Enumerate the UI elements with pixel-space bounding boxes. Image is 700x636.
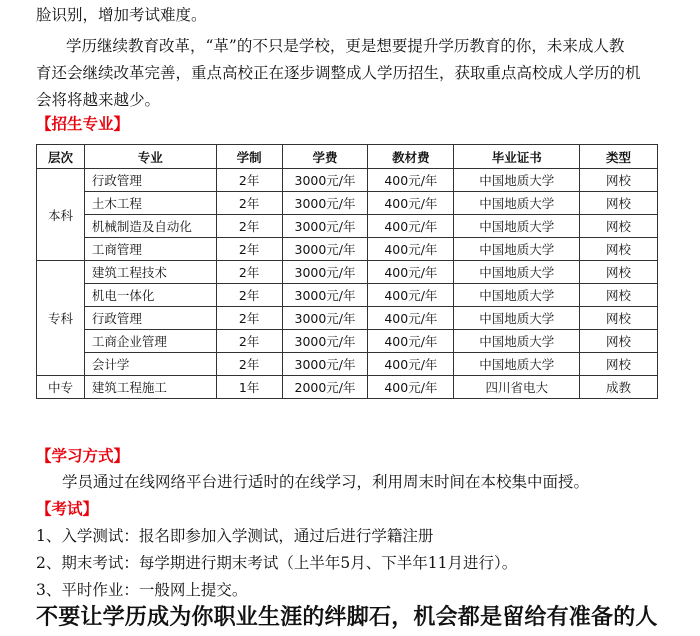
certificate-cell: 中国地质大学 <box>454 238 580 261</box>
major-cell: 行政管理 <box>84 169 216 192</box>
level-cell: 本科 <box>37 169 85 261</box>
materials-cell: 400元/年 <box>368 307 454 330</box>
major-cell: 建筑工程技术 <box>84 261 216 284</box>
materials-cell: 400元/年 <box>368 353 454 376</box>
certificate-cell: 中国地质大学 <box>454 307 580 330</box>
intro-line-4: 会将将越来越少。 <box>36 91 161 109</box>
certificate-cell: 中国地质大学 <box>454 192 580 215</box>
tuition-cell: 3000元/年 <box>282 284 368 307</box>
major-cell: 机械制造及自动化 <box>84 215 216 238</box>
type-cell: 网校 <box>580 353 658 376</box>
materials-cell: 400元/年 <box>368 261 454 284</box>
materials-cell: 400元/年 <box>368 376 454 399</box>
materials-cell: 400元/年 <box>368 169 454 192</box>
header-tuition: 学费 <box>282 145 368 169</box>
major-cell: 工商企业管理 <box>84 330 216 353</box>
materials-cell: 400元/年 <box>368 192 454 215</box>
duration-cell: 1年 <box>216 376 282 399</box>
certificate-cell: 中国地质大学 <box>454 353 580 376</box>
duration-cell: 2年 <box>216 261 282 284</box>
exam-item-1: 1、入学测试：报名即参加入学测试，通过后进行学籍注册 <box>36 527 434 545</box>
type-cell: 网校 <box>580 192 658 215</box>
header-level: 层次 <box>37 145 85 169</box>
duration-cell: 2年 <box>216 284 282 307</box>
tuition-cell: 3000元/年 <box>282 353 368 376</box>
materials-cell: 400元/年 <box>368 238 454 261</box>
table-row <box>37 376 658 399</box>
certificate-cell: 中国地质大学 <box>454 284 580 307</box>
tuition-cell: 3000元/年 <box>282 192 368 215</box>
certificate-cell: 四川省电大 <box>454 376 580 399</box>
major-cell: 建筑工程施工 <box>84 376 216 399</box>
table-row <box>37 307 658 330</box>
intro-line-1: 脸识别，增加考试难度。 <box>36 6 207 24</box>
major-cell: 行政管理 <box>84 307 216 330</box>
certificate-cell: 中国地质大学 <box>454 330 580 353</box>
materials-cell: 400元/年 <box>368 284 454 307</box>
duration-cell: 2年 <box>216 353 282 376</box>
materials-cell: 400元/年 <box>368 330 454 353</box>
certificate-cell: 中国地质大学 <box>454 215 580 238</box>
duration-cell: 2年 <box>216 330 282 353</box>
table-row <box>37 192 658 215</box>
tuition-cell: 2000元/年 <box>282 376 368 399</box>
duration-cell: 2年 <box>216 192 282 215</box>
intro-line-3: 育还会继续改革完善，重点高校正在逐步调整成人学历招生，获取重点高校成人学历的机 <box>36 64 641 82</box>
duration-cell: 2年 <box>216 307 282 330</box>
table-row <box>37 330 658 353</box>
table-row <box>37 284 658 307</box>
tuition-cell: 3000元/年 <box>282 330 368 353</box>
table-row <box>37 353 658 376</box>
materials-cell: 400元/年 <box>368 215 454 238</box>
certificate-cell: 中国地质大学 <box>454 261 580 284</box>
duration-cell: 2年 <box>216 169 282 192</box>
majors-table-body <box>37 169 658 399</box>
majors-table <box>36 144 658 399</box>
exam-heading: 【考试】 <box>36 499 99 518</box>
slogan: 不要让学历成为你职业生涯的绊脚石，机会都是留给有准备的人 <box>36 605 658 630</box>
type-cell: 网校 <box>580 215 658 238</box>
header-type: 类型 <box>580 145 658 169</box>
level-cell: 中专 <box>37 376 85 399</box>
header-major: 专业 <box>84 145 216 169</box>
tuition-cell: 3000元/年 <box>282 307 368 330</box>
major-cell: 工商管理 <box>84 238 216 261</box>
duration-cell: 2年 <box>216 215 282 238</box>
table-header-row <box>37 145 658 169</box>
study-text: 学员通过在线网络平台进行适时的在线学习，利用周末时间在本校集中面授。 <box>62 473 590 491</box>
level-cell: 专科 <box>37 261 85 376</box>
major-cell: 机电一体化 <box>84 284 216 307</box>
type-cell: 网校 <box>580 169 658 192</box>
table-row <box>37 169 658 192</box>
type-cell: 网校 <box>580 284 658 307</box>
study-heading: 【学习方式】 <box>36 446 130 465</box>
type-cell: 网校 <box>580 238 658 261</box>
type-cell: 网校 <box>580 330 658 353</box>
major-cell: 会计学 <box>84 353 216 376</box>
table-row <box>37 238 658 261</box>
duration-cell: 2年 <box>216 238 282 261</box>
major-cell: 土木工程 <box>84 192 216 215</box>
exam-item-3: 3、平时作业：一般网上提交。 <box>36 581 248 599</box>
certificate-cell: 中国地质大学 <box>454 169 580 192</box>
header-duration: 学制 <box>216 145 282 169</box>
type-cell: 网校 <box>580 307 658 330</box>
tuition-cell: 3000元/年 <box>282 215 368 238</box>
tuition-cell: 3000元/年 <box>282 169 368 192</box>
table-row <box>37 215 658 238</box>
table-row <box>37 261 658 284</box>
header-certificate: 毕业证书 <box>454 145 580 169</box>
type-cell: 网校 <box>580 261 658 284</box>
tuition-cell: 3000元/年 <box>282 238 368 261</box>
header-materials: 教材费 <box>368 145 454 169</box>
type-cell: 成教 <box>580 376 658 399</box>
exam-item-2: 2、期末考试：每学期进行期末考试（上半年5月、下半年11月进行）。 <box>36 554 518 572</box>
intro-line-2: 学历继续教育改革，“革”的不只是学校，更是想要提升学历教育的你，未来成人教 <box>66 37 625 55</box>
majors-heading: 【招生专业】 <box>36 114 130 133</box>
tuition-cell: 3000元/年 <box>282 261 368 284</box>
